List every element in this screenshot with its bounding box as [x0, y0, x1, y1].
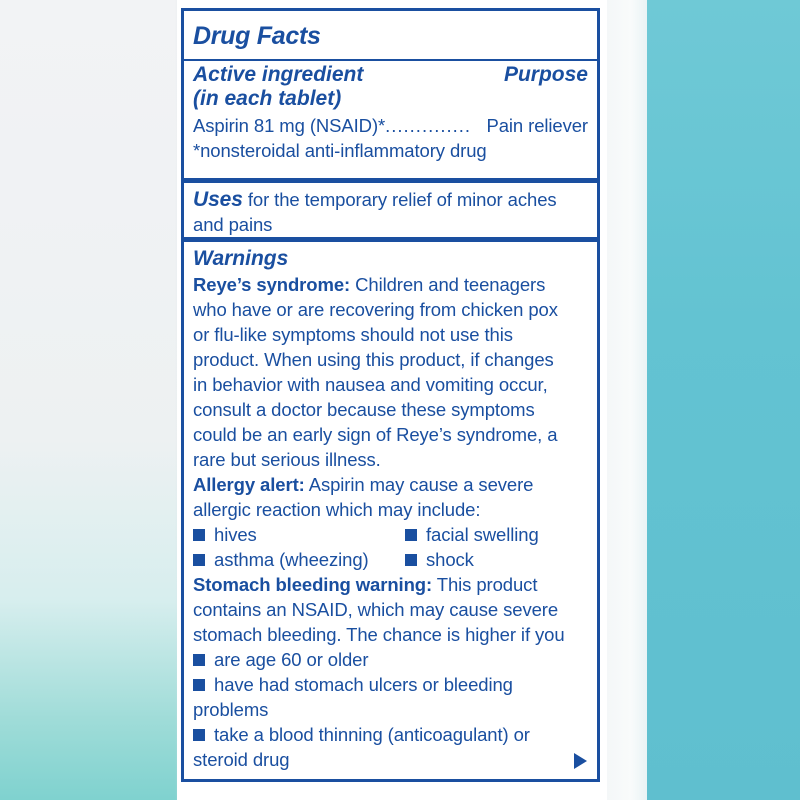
stomach-line: stomach bleeding. The chance is higher if you [193, 624, 565, 645]
active-rule [184, 178, 597, 183]
reye-line: consult a doctor because these symptoms [193, 399, 535, 420]
square-bullet-icon [405, 529, 417, 541]
bullet-text: take a blood thinning (anticoagulant) or [214, 724, 530, 745]
title-section [184, 11, 597, 51]
stomach-line: This product [432, 574, 538, 595]
uses-heading: Uses [193, 188, 243, 211]
square-bullet-icon [193, 729, 205, 741]
allergy-line: Aspirin may cause a severe [304, 474, 534, 495]
list-item [193, 547, 405, 572]
bullet-text: have had stomach ulcers or bleeding [214, 674, 513, 695]
allergy-label: Allergy alert: [193, 474, 305, 495]
bullet-continuation: problems [193, 699, 269, 720]
list-item [405, 547, 588, 572]
bullet-text: asthma (wheezing) [214, 549, 369, 570]
reye-label: Reye’s syndrome: [193, 274, 351, 295]
uses-text-line1: for the temporary relief of minor aches [242, 189, 557, 210]
ingredient-purpose: Pain reliever [486, 115, 588, 136]
reye-line: in behavior with nausea and vomiting occur, [193, 374, 548, 395]
bullet-continuation: steroid drug [193, 749, 290, 770]
list-item [193, 722, 588, 747]
uses-section [184, 187, 597, 237]
allergy-line: allergic reaction which may include: [193, 499, 481, 520]
warnings-heading: Warnings [193, 247, 289, 270]
bullet-text: are age 60 or older [214, 649, 369, 670]
list-item [193, 647, 588, 672]
stomach-label: Stomach bleeding warning: [193, 574, 433, 595]
reye-line: who have or are recovering from chicken pox [193, 299, 558, 320]
list-item [193, 522, 405, 547]
left-background [0, 0, 185, 800]
right-triangle-arrow-icon [574, 753, 587, 769]
bullet-text: hives [214, 524, 257, 545]
list-item [193, 672, 588, 697]
ingredient-footnote: *nonsteroidal anti-inflammatory drug [193, 140, 487, 161]
uses-rule [184, 237, 597, 242]
bullet-text: facial swelling [426, 524, 539, 545]
ingredient-name: Aspirin 81 mg (NSAID)* [193, 115, 386, 136]
leader-dots: .............. [385, 115, 472, 136]
warnings-section [184, 247, 597, 772]
active-ingredient-heading: Active ingredient [193, 63, 364, 86]
square-bullet-icon [193, 654, 205, 666]
reye-line: product. When using this product, if changes [193, 349, 554, 370]
square-bullet-icon [193, 554, 205, 566]
drug-facts-box [181, 8, 600, 782]
stomach-line: contains an NSAID, which may cause severe [193, 599, 559, 620]
square-bullet-icon [193, 679, 205, 691]
square-bullet-icon [405, 554, 417, 566]
right-white-band [607, 0, 647, 800]
uses-text-line2: and pains [193, 214, 273, 235]
active-ingredient-subheading: (in each tablet) [193, 87, 342, 110]
purpose-heading: Purpose [503, 63, 588, 86]
active-ingredient-section [184, 63, 597, 163]
reye-line: Children and teenagers [350, 274, 546, 295]
bullet-text: shock [426, 549, 474, 570]
right-background [607, 0, 800, 800]
reye-line: rare but serious illness. [193, 449, 381, 470]
allergy-bullet-list [193, 522, 588, 572]
reye-line: could be an early sign of Reye’s syndrome, a [193, 424, 558, 445]
title-rule [184, 59, 597, 61]
reye-line: or flu-like symptoms should not use this [193, 324, 513, 345]
drug-facts-title: Drug Facts [193, 22, 321, 50]
list-item [405, 522, 588, 547]
square-bullet-icon [193, 529, 205, 541]
